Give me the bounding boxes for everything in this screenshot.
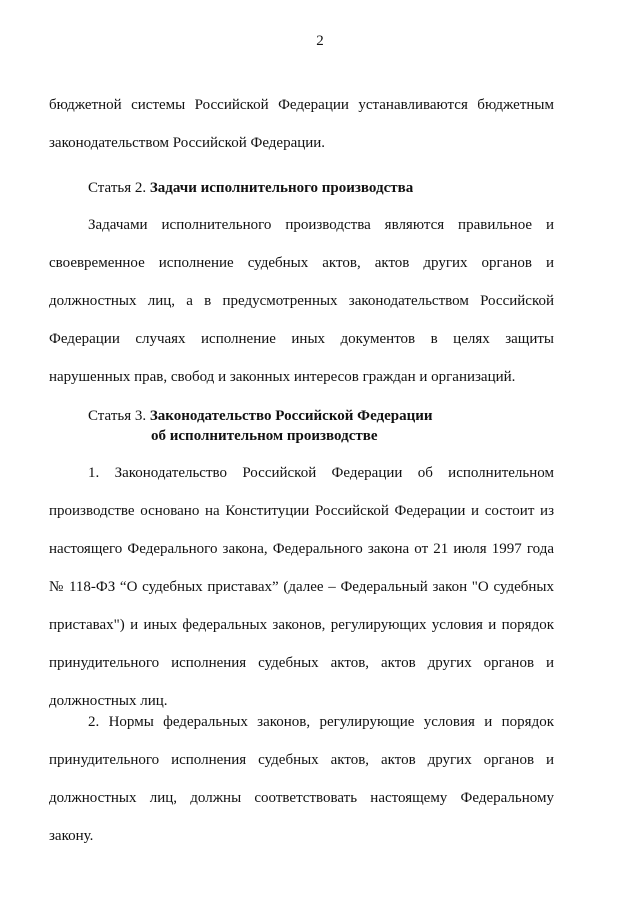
text-line: принудительного исполнения судебных актов, актов других органов и [49, 655, 554, 671]
article-3-paragraph-2 [49, 703, 554, 855]
text-line: закону. [49, 828, 94, 844]
text-line: бюджетной системы Российской Федерации устанавливаются бюджетным [49, 97, 554, 113]
article-3-title-line1: Законодательство Российской Федерации [149, 408, 433, 424]
text-line: должностных лиц, должны соответствовать настоящему Федеральному [49, 790, 554, 806]
text-line: должностных лиц, а в предусмотренных законодательством Российской [49, 293, 554, 309]
text-line: приставах") и иных федеральных законов, регулирующих условия и порядок [49, 617, 554, 633]
article-3-label: Статья 3. [88, 408, 150, 424]
text-line: 2. Нормы федеральных законов, регулирующие условия и порядок [88, 714, 554, 730]
article-3-paragraph-1 [49, 454, 554, 720]
article-2-label: Статья 2. [88, 180, 150, 196]
text-line: Задачами исполнительного производства являются правильное и [88, 217, 554, 233]
article-3-title-line2: об исполнительном производстве [151, 428, 378, 444]
text-line: 1. Законодательство Российской Федерации об исполнительном [88, 465, 554, 481]
page-number: 2 [316, 33, 324, 49]
text-line: нарушенных прав, свобод и законных интересов граждан и организаций. [49, 369, 516, 385]
text-line: законодательством Российской Федерации. [49, 135, 326, 151]
text-line: Федерации случаях исполнение иных документов в целях защиты [49, 331, 554, 347]
article-3-heading [88, 406, 433, 426]
article-2-title: Задачи исполнительного производства [149, 180, 414, 196]
intro-paragraph [49, 86, 554, 162]
text-line: должностных лиц. [49, 693, 168, 709]
text-line: своевременное исполнение судебных актов, актов других органов и [49, 255, 554, 271]
article-2-paragraph [49, 206, 554, 396]
text-line: № 118-ФЗ “О судебных приставах” (далее – Федеральный закон "О судебных [49, 579, 554, 595]
text-line: настоящего Федерального закона, Федерального закона от 21 июля 1997 года [49, 541, 554, 557]
article-2-heading [88, 178, 413, 198]
text-line: производстве основано на Конституции Российской Федерации и состоит из [49, 503, 554, 519]
text-line: принудительного исполнения судебных актов, актов других органов и [49, 752, 554, 768]
